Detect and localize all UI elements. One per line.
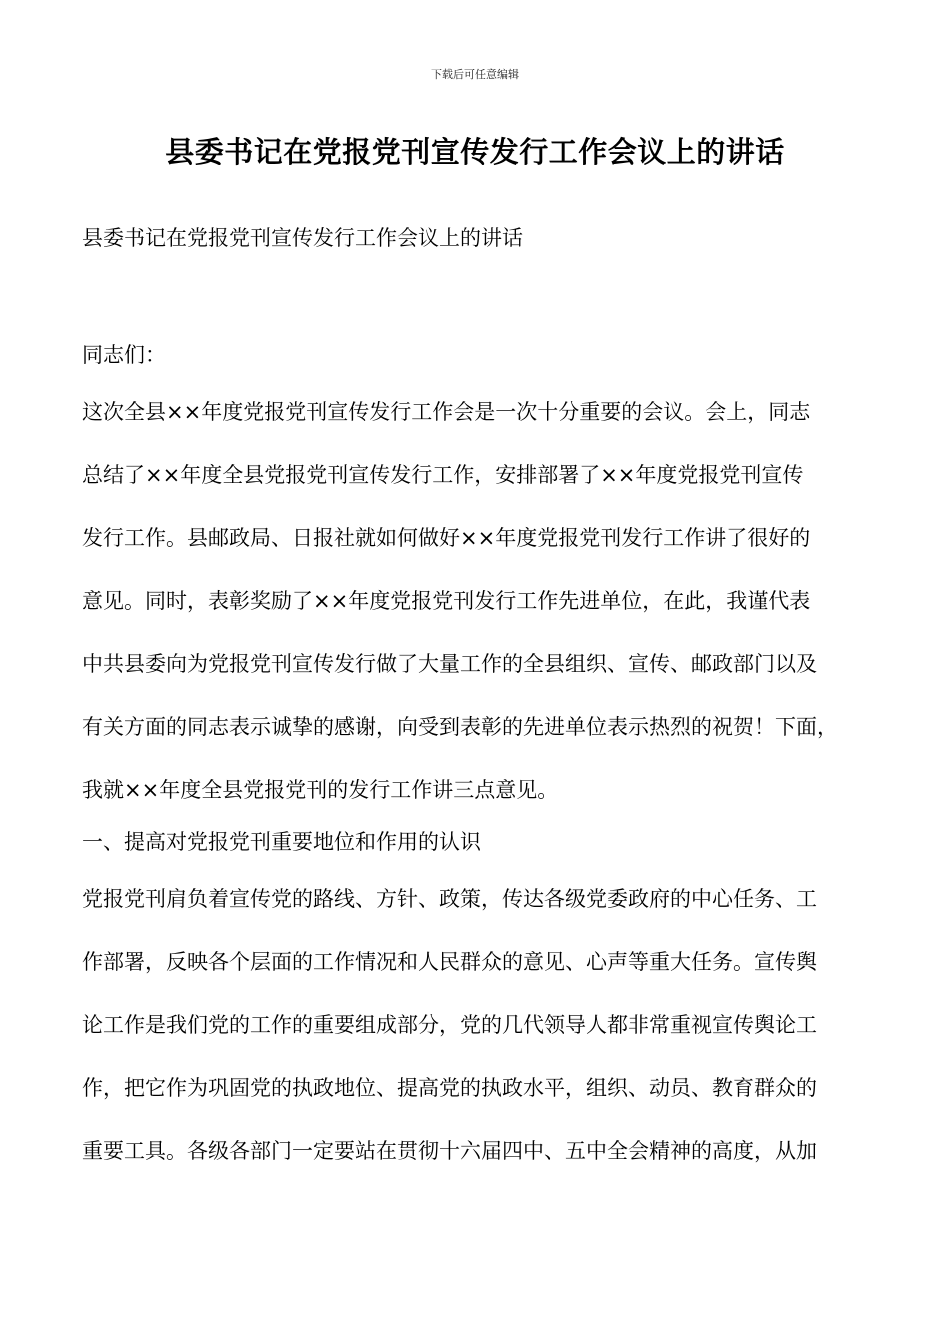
salutation: 同志们： (82, 343, 166, 367)
header-note: 下载后可任意编辑 (431, 68, 519, 81)
paragraph-line: 总结了××年度全县党报党刊宣传发行工作，安排部署了××年度党报党刊宣传 (82, 463, 804, 487)
document-subtitle: 县委书记在党报党刊宣传发行工作会议上的讲话 (82, 226, 523, 250)
paragraph-line: 党报党刊肩负着宣传党的路线、方针、政策，传达各级党委政府的中心任务、工 (82, 887, 817, 911)
paragraph-line: 论工作是我们党的工作的重要组成部分，党的几代领导人都非常重视宣传舆论工 (82, 1013, 817, 1037)
paragraph-line: 重要工具。各级各部门一定要站在贯彻十六届四中、五中全会精神的高度，从加 (82, 1139, 817, 1163)
paragraph-2 (82, 884, 882, 1184)
section-heading-1: 一、提高对党报党刊重要地位和作用的认识 (82, 830, 481, 854)
document-title: 县委书记在党报党刊宣传发行工作会议上的讲话 (165, 135, 785, 169)
paragraph-line: 意见。同时，表彰奖励了××年度党报党刊发行工作先进单位，在此，我谨代表 (82, 589, 811, 613)
paragraph-line: 作部署，反映各个层面的工作情况和人民群众的意见、心声等重大任务。宣传舆 (82, 950, 817, 974)
paragraph-line: 发行工作。县邮政局、日报社就如何做好××年度党报党刊发行工作讲了很好的 (82, 526, 811, 550)
paragraph-line: 作，把它作为巩固党的执政地位、提高党的执政水平，组织、动员、教育群众的 (82, 1076, 817, 1100)
paragraph-line: 有关方面的同志表示诚挚的感谢，向受到表彰的先进单位表示热烈的祝贺！下面， (82, 715, 838, 739)
paragraph-1 (82, 397, 882, 823)
paragraph-line: 这次全县××年度党报党刊宣传发行工作会是一次十分重要的会议。会上，同志 (82, 400, 811, 424)
paragraph-line: 中共县委向为党报党刊宣传发行做了大量工作的全县组织、宣传、邮政部门以及 (82, 652, 817, 676)
paragraph-line: 我就××年度全县党报党刊的发行工作讲三点意见。 (82, 778, 559, 802)
